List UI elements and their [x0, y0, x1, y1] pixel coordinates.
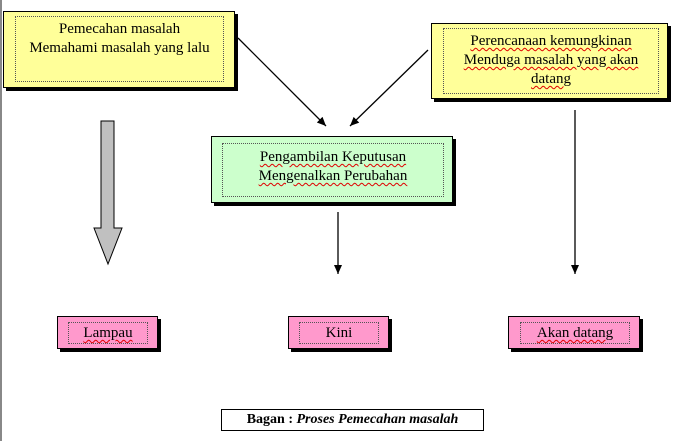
caption-title: Proses Pemecahan masalah [296, 412, 459, 427]
arrow-past-to-decision [238, 38, 326, 126]
decision-making-line-1: Pengambilan Keputusan [259, 149, 407, 165]
decision-making-line-2: Mengenalkan Perubahan [258, 168, 408, 184]
diagram-caption [221, 409, 484, 431]
future-planning-line-3: datang [531, 71, 571, 87]
timeline-present-box [288, 316, 389, 349]
caption-prefix: Bagan : [246, 412, 297, 427]
future-planning-line-2: Menduga masalah yang akan [463, 52, 639, 68]
future-planning-line-1: Perencanaan kemungkinan [470, 33, 632, 49]
timeline-past-box [57, 316, 158, 349]
arrow-future-to-decision [350, 50, 428, 126]
timeline-present-label: Kini [325, 325, 353, 341]
past-problem-solving-box [3, 11, 235, 88]
timeline-future-box [508, 316, 640, 349]
future-planning-box [431, 23, 668, 99]
big-arrow-to-past [94, 121, 122, 264]
timeline-past-label: Lampau [83, 325, 133, 341]
timeline-future-label: Akan datang [536, 325, 614, 341]
decision-making-box [211, 136, 453, 203]
past-problem-solving-line-2: Memahami masalah yang lalu [29, 40, 210, 56]
past-problem-solving-line-1: Pemecahan masalah [58, 21, 181, 37]
